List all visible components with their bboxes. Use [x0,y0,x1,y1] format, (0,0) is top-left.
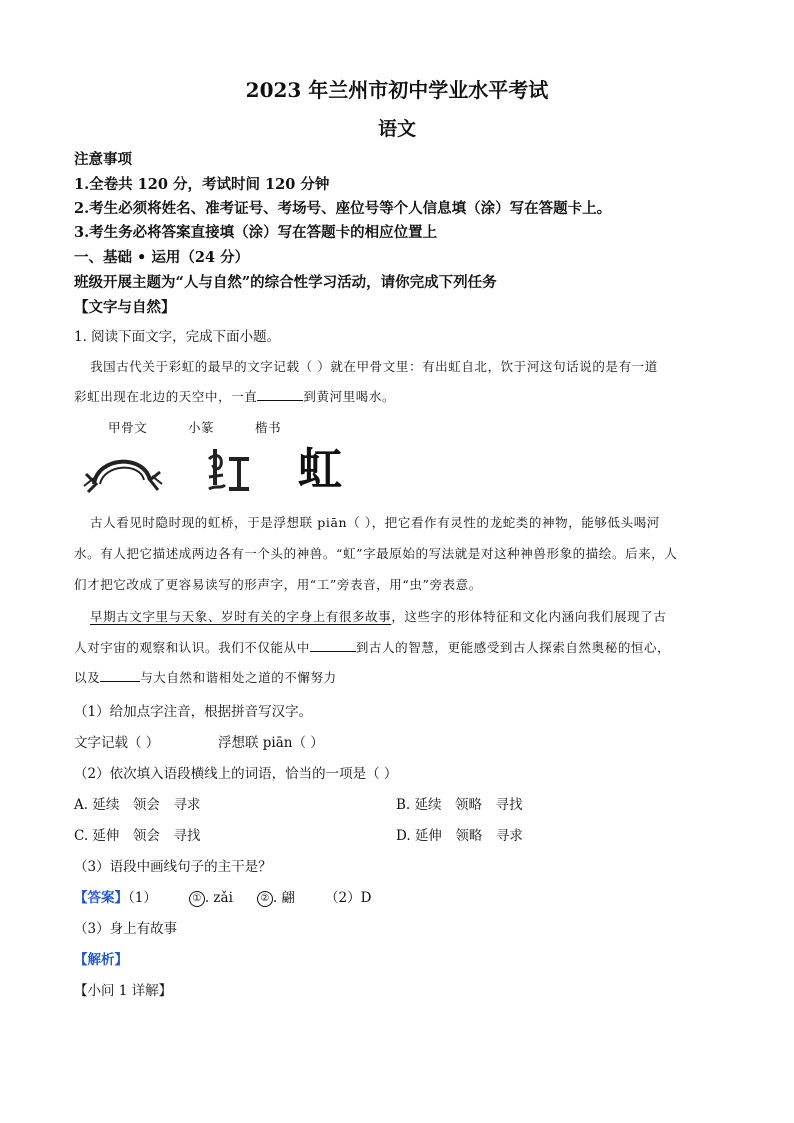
fill-blank-1 [257,388,303,401]
label-kaishu: 楷书 [255,420,282,435]
notes-heading: 注意事项 [74,151,132,168]
answer-line-1: 【答案】（1） ① . zǎi ② . 翩 （2）D [74,890,372,906]
kaishu-hong-glyph: 虹 [298,444,342,495]
option-d: D. 延伸 领略 寻求 [396,828,523,844]
section-heading: 一、基础 • 运用（24 分） [74,249,250,266]
note-item-1: 1.全卷共 120 分，考试时间 120 分钟 [74,176,330,193]
sub1-item-a: 文字记载（ ） [74,735,160,751]
answer-label: 【答案】 [74,890,128,906]
para2-line2: 水。有人把它描述成两边各有一个头的神兽。“虹”字最原始的写法就是对这种神兽形象的描绘。后来，人 [74,546,678,561]
subject-title: 语文 [377,118,416,140]
fill-blank-3 [100,669,140,682]
para1-line1: 我国古代关于彩虹的最早的文字记载（ ）就在甲骨文里：有出虹自北，饮于河这句话说的是有一道 [90,359,658,374]
sub3-prompt: （3）语段中画线句子的主干是？ [74,859,272,875]
option-b: B. 延续 领略 寻找 [396,797,523,813]
para3-line3: 以及 与大自然和谐相处之道的不懈努力 [74,670,337,685]
small-seal-hong-glyph [205,445,253,495]
answer-line-3: （3）身上有故事 [74,921,178,937]
sub1-item-b: 浮想联 piān（ ） [218,735,324,751]
option-a: A. 延续 领会 寻求 [74,797,201,813]
analysis-detail: 【小问 1 详解】 [74,983,173,999]
para2-line3: 们才把它改成了更容易读写的形声字，用“工”旁表音，用“虫”旁表意。 [74,577,482,592]
label-xiaozhuan: 小篆 [188,420,215,435]
exam-title: 2023 年兰州市初中学业水平考试 [245,78,549,102]
para3-line2: 人对宇宙的观察和认识。我们不仅能从中 到古人的智慧，更能感受到古人探索自然奥秘的恒心， [74,640,671,655]
fill-blank-2 [310,639,356,652]
para2-line1: 古人看见时隐时现的虹桥，于是浮想联 piān（ ），把它看作有灵性的龙蛇类的神物，能够低头喝河 [90,515,660,530]
label-jiaguwen: 甲骨文 [108,420,148,435]
sub-heading: 【文字与自然】 [74,299,176,316]
circled-2: ② [257,891,273,907]
oracle-bone-rainbow-glyph [82,448,164,496]
circled-1: ① [189,891,205,907]
sub1-prompt: （1）给加点字注音，根据拼音写汉字。 [74,704,313,720]
analysis-label: 【解析】 [74,952,128,968]
para3-line1: 早期古文字里与天象、岁时有关的字身上有很多故事，这些字的形体特征和文化内涵向我们展现了古 [90,609,667,624]
option-c: C. 延伸 领会 寻找 [74,828,201,844]
note-item-2: 2.考生必须将姓名、准考证号、考场号、座位号等个人信息填（涂）写在答题卡上。 [74,200,612,217]
note-item-3: 3.考生务必将答案直接填（涂）写在答题卡的相应位置上 [74,224,438,241]
para1-line2: 彩虹出现在北边的天空中，一直 到黄河里喝水。 [74,389,396,404]
underlined-sentence: 早期古文字里与天象、岁时有关的字身上有很多故事 [90,609,392,624]
question-stem: 1. 阅读下面文字，完成下面小题。 [74,329,281,345]
section-intro: 班级开展主题为“人与自然”的综合性学习活动，请你完成下列任务 [74,274,497,291]
sub2-prompt: （2）依次填入语段横线上的词语，恰当的一项是（ ） [74,766,398,782]
